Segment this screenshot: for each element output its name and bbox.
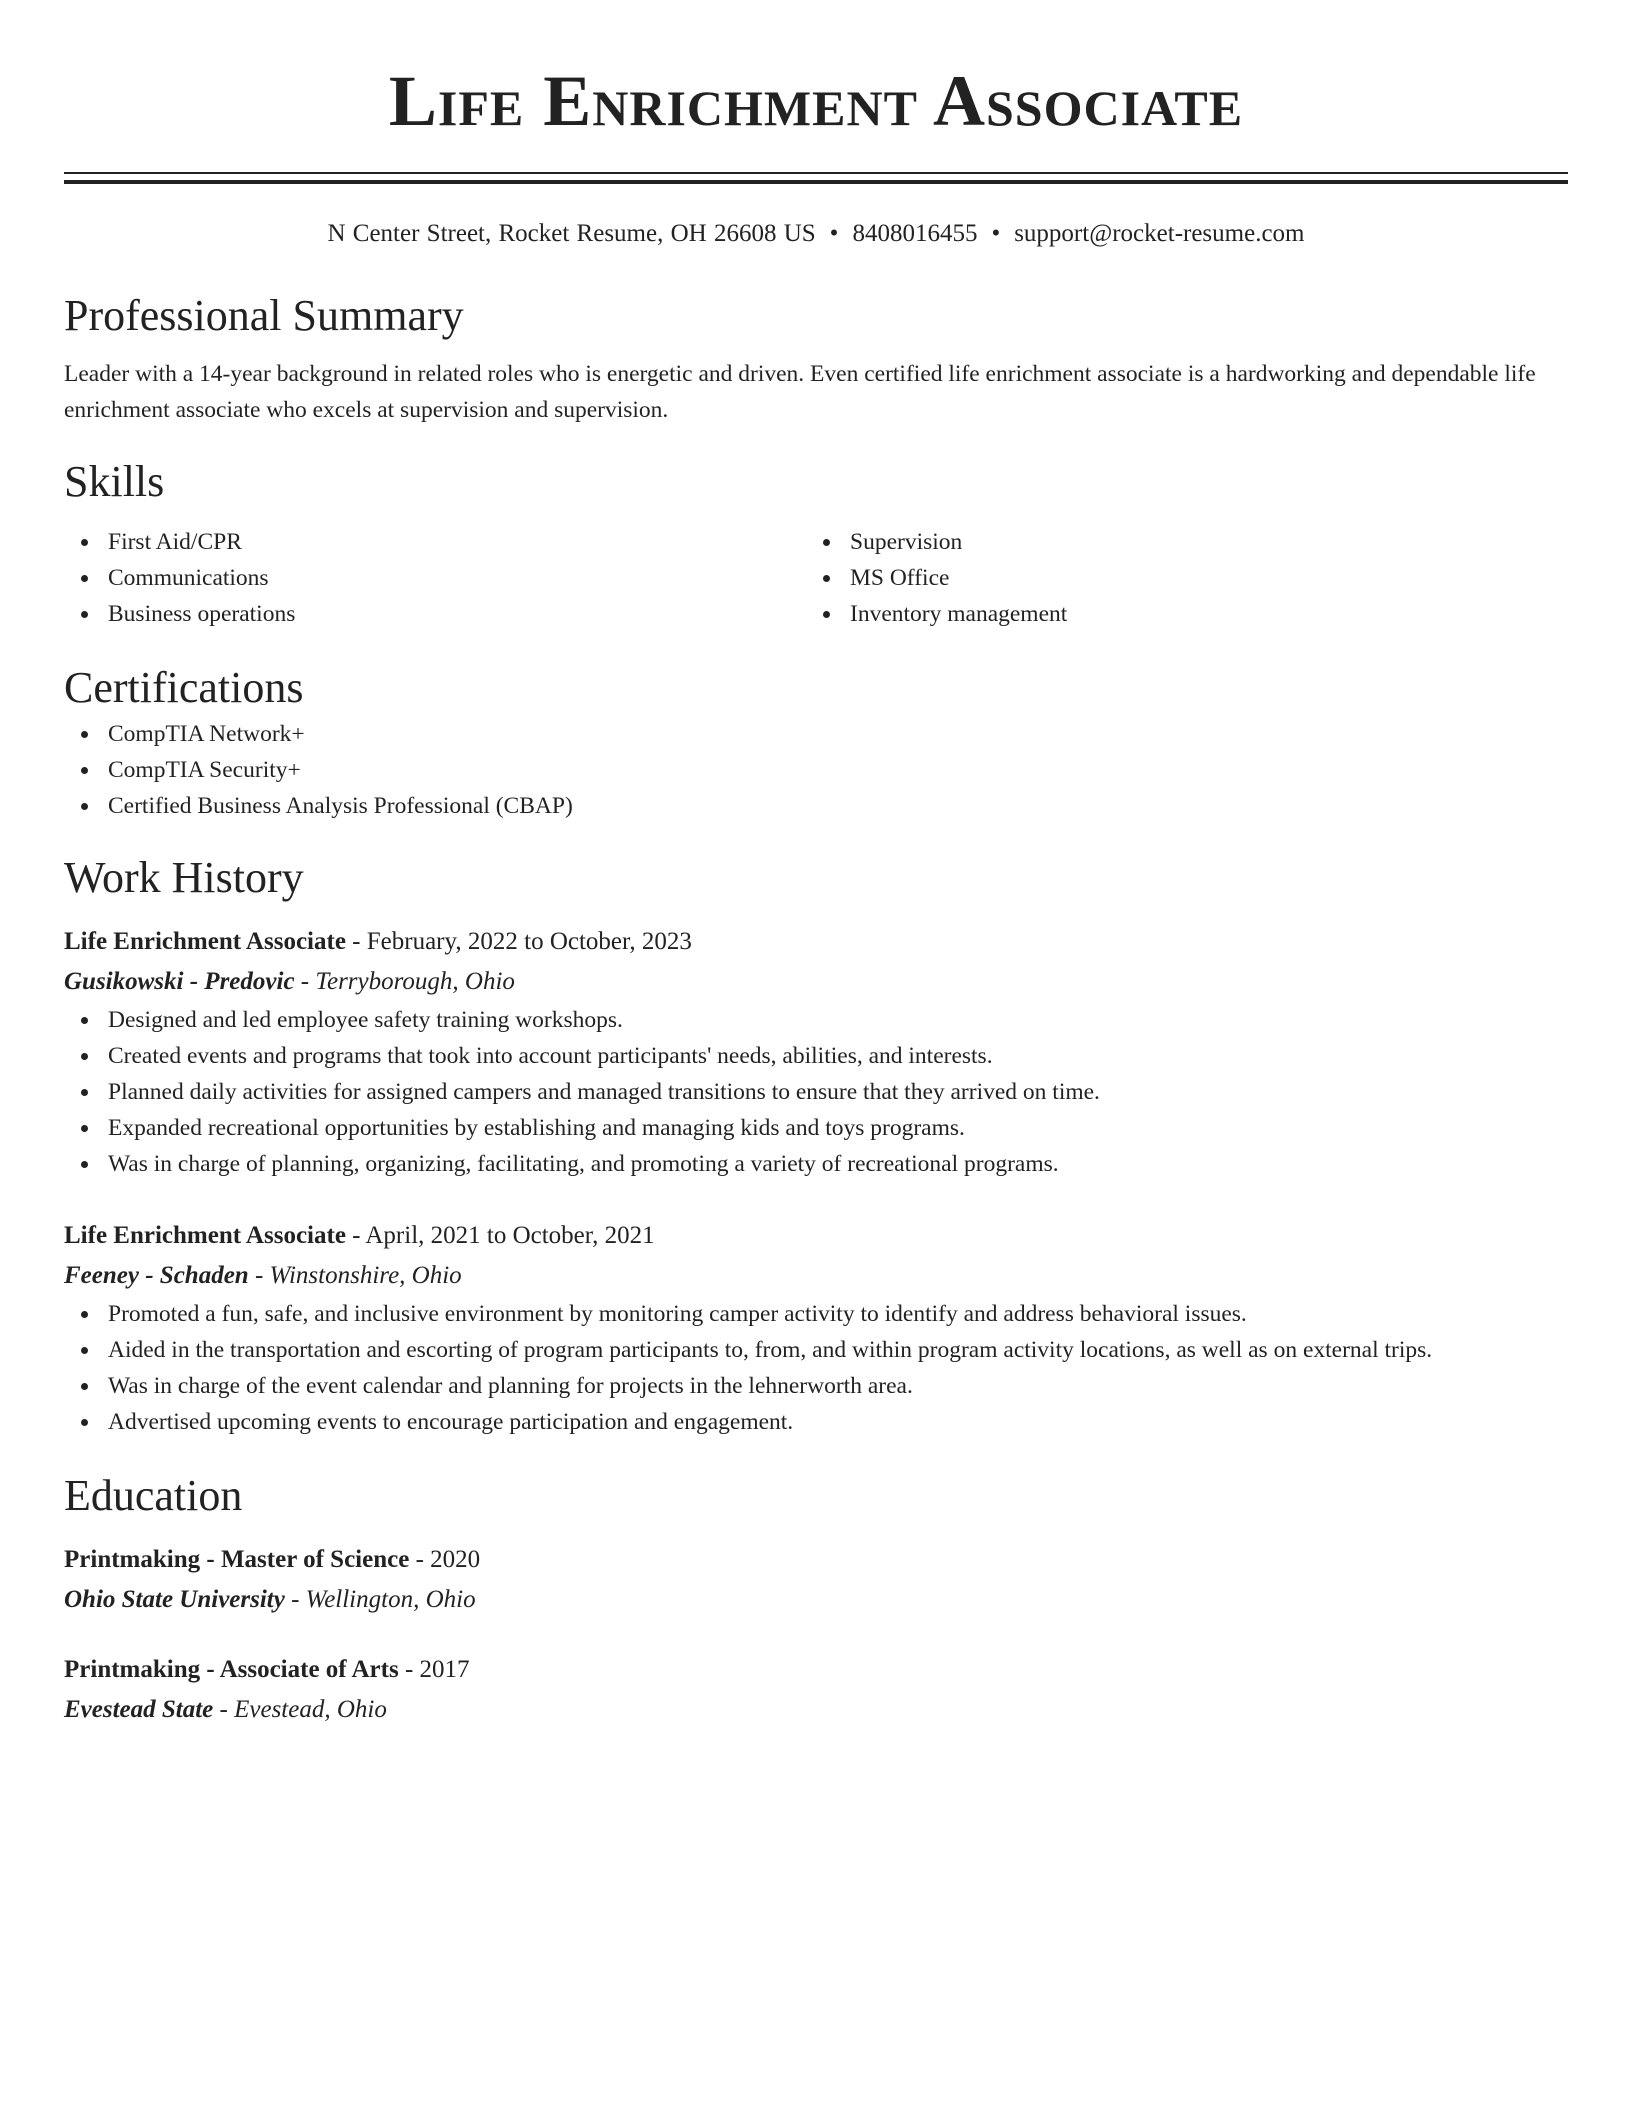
job-bullet: Designed and led employee safety training workshops. <box>64 1002 1568 1038</box>
contact-address: N Center Street, Rocket Resume, OH 26608 US <box>327 220 816 247</box>
resume-name: Life Enrichment Associate <box>388 61 1244 141</box>
certification-item: CompTIA Network+ <box>64 716 1568 752</box>
job-bullet: Was in charge of the event calendar and planning for projects in the lehnerworth area. <box>64 1368 1568 1404</box>
education-school: Evestead State <box>64 1696 214 1723</box>
education-institution <box>64 1580 1568 1620</box>
job-entry <box>64 922 1568 1182</box>
job-heading <box>64 922 1568 962</box>
job-employer <box>64 1256 1568 1296</box>
education-entry <box>64 1650 1568 1730</box>
section-title-skills: Skills <box>64 457 165 506</box>
skills-list-left <box>64 524 806 632</box>
job-company: Gusikowski - Predovic <box>64 968 295 995</box>
certifications-list <box>64 716 1568 824</box>
section-title-work-history: Work History <box>64 853 304 902</box>
job-dates: - April, 2021 to October, 2021 <box>345 1222 655 1249</box>
job-bullet: Created events and programs that took into account participants' needs, abilities, and interests. <box>64 1038 1568 1074</box>
job-bullet-list <box>64 1296 1568 1440</box>
education-degree: Printmaking - Associate of Arts <box>64 1656 399 1683</box>
job-bullet: Aided in the transportation and escorting of program participants to, from, and within program activity locations, as well as on external trips. <box>64 1332 1568 1368</box>
section-title-certifications: Certifications <box>64 663 304 712</box>
job-employer <box>64 962 1568 1002</box>
skills-grid <box>64 524 1568 632</box>
contact-line <box>64 218 1568 250</box>
education-location: - Evestead, Ohio <box>213 1696 387 1723</box>
skills-column-left <box>64 524 806 632</box>
education-year: - 2017 <box>398 1656 470 1683</box>
education-degree: Printmaking - Master of Science <box>64 1546 410 1573</box>
skill-item: Business operations <box>64 596 806 632</box>
job-role: Life Enrichment Associate <box>64 1222 346 1249</box>
job-dates: - February, 2022 to October, 2023 <box>345 928 692 955</box>
job-bullet-list <box>64 1002 1568 1182</box>
job-role: Life Enrichment Associate <box>64 928 346 955</box>
skill-item: Inventory management <box>806 596 1548 632</box>
job-bullet: Promoted a fun, safe, and inclusive environment by monitoring camper activity to identify and address behavioral issues. <box>64 1296 1568 1332</box>
contact-email: support@rocket-resume.com <box>1014 220 1305 247</box>
education-heading <box>64 1540 1568 1580</box>
skill-item: MS Office <box>806 560 1548 596</box>
contact-phone: 8408016455 <box>852 220 978 247</box>
education-heading <box>64 1650 1568 1690</box>
education-year: - 2020 <box>409 1546 481 1573</box>
job-entry <box>64 1216 1568 1440</box>
education-location: - Wellington, Ohio <box>284 1586 476 1613</box>
skill-item: First Aid/CPR <box>64 524 806 560</box>
education-institution <box>64 1690 1568 1730</box>
contact-separator: • <box>991 220 1001 247</box>
job-company: Feeney - Schaden <box>64 1262 249 1289</box>
contact-separator: • <box>829 220 839 247</box>
certification-item: CompTIA Security+ <box>64 752 1568 788</box>
skill-item: Supervision <box>806 524 1548 560</box>
job-bullet: Advertised upcoming events to encourage participation and engagement. <box>64 1404 1568 1440</box>
job-bullet: Planned daily activities for assigned campers and managed transitions to ensure that they arrived on time. <box>64 1074 1568 1110</box>
skill-item: Communications <box>64 560 806 596</box>
section-title-summary: Professional Summary <box>64 291 464 340</box>
education-school: Ohio State University <box>64 1586 285 1613</box>
section-title-education: Education <box>64 1471 243 1520</box>
job-location: - Winstonshire, Ohio <box>248 1262 462 1289</box>
education-entry <box>64 1540 1568 1620</box>
summary-text: Leader with a 14-year background in related roles who is energetic and driven. Even certified life enrichment associate is a hardworking and dependable life enrichment associate who excels at supervision and supervision. <box>64 361 1536 423</box>
certification-item: Certified Business Analysis Professional (CBAP) <box>64 788 1568 824</box>
job-bullet: Expanded recreational opportunities by establishing and managing kids and toys programs. <box>64 1110 1568 1146</box>
skills-list-right <box>806 524 1548 632</box>
skills-column-right <box>806 524 1548 632</box>
header-divider <box>64 172 1568 184</box>
job-location: - Terryborough, Ohio <box>294 968 515 995</box>
job-heading <box>64 1216 1568 1256</box>
job-bullet: Was in charge of planning, organizing, facilitating, and promoting a variety of recreational programs. <box>64 1146 1568 1182</box>
